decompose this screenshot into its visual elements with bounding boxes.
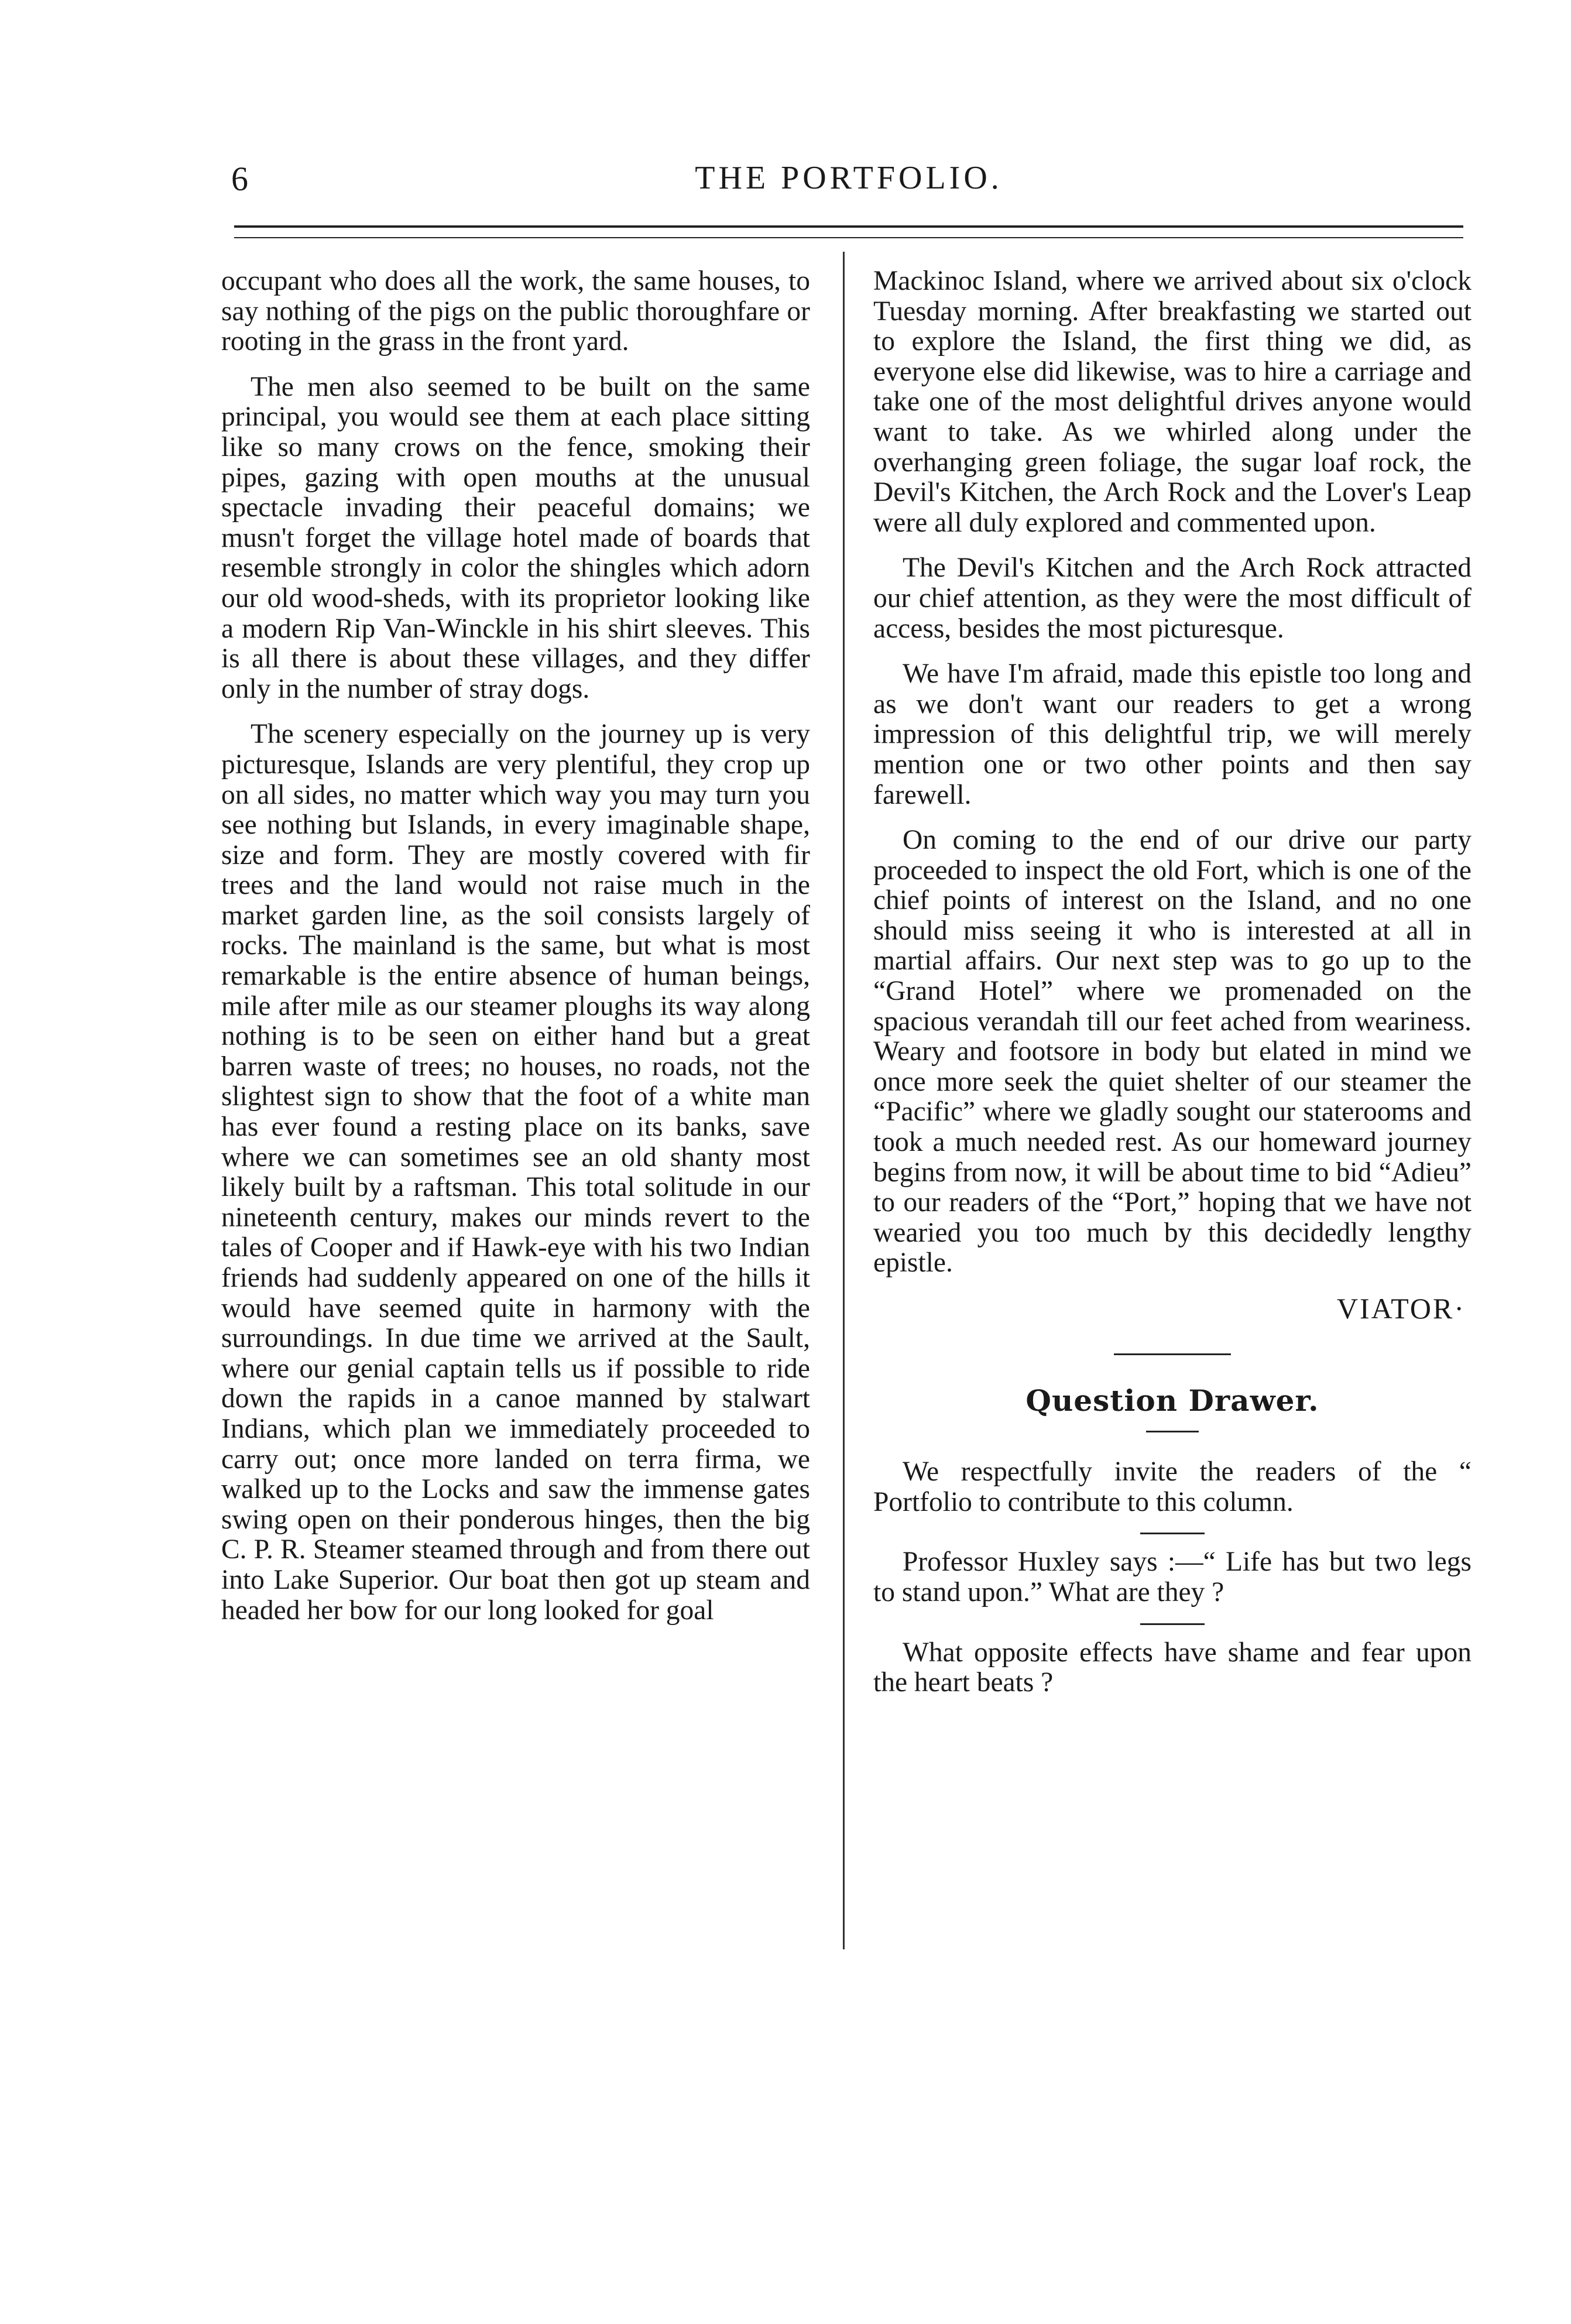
paragraph: We have I'm afraid, made this epistle too long and as we don't want our readers to get a wrong impression of this delightful trip, we will merely mention one or two other points and then say farewell. [873,659,1471,810]
page-number: 6 [231,160,249,198]
running-title: THE PORTFOLIO. [695,160,1003,196]
page-header [231,159,1466,206]
right-column [873,266,1471,1713]
signature: VIATOR· [1336,1292,1466,1325]
question-item: Professor Huxley says :—“ Life has but two legs to stand upon.” What are they ? [873,1547,1471,1607]
paragraph: The scenery especially on the journey up is very picturesque, Islands are very plentiful, they crop up on all sides, no matter which way you may turn you see nothing but Islands, in every imaginable shape, size and form. They are mostly covered with fir trees and the land would not raise much in the market garden line, as the soil consists largely of rocks. The mainland is the same, but what is most remarkable is the entire absence of human beings, mile after mile as our steamer ploughs its way along nothing is to be seen on either hand but a great barren waste of trees; no houses, no roads, not the slightest sign to show that the foot of a white man has ever found a resting place on its banks, save where we can sometimes see an old shanty most likely built by a raftsman. This total solitude in our nineteenth century, makes our minds revert to the tales of Cooper and if Hawk-eye with his two Indian friends had suddenly appeared on one of the hills it would have seemed quite in harmony with the surroundings. In due time we arrived at the Sault, where our genial captain tells us if possible to ride down the rapids in a canoe manned by stalwart Indians, which plan we immediately proceeded to carry out; once more landed on terra firma, we walked up to the Locks and saw the immense gates swing open on their ponderous hinges, then the big C. P. R. Steamer steamed through and from there out into Lake Superior. Our boat then got up steam and headed her bow for our long looked for goal [221,719,810,1626]
question-item: What opposite effects have shame and fear upon the heart beats ? [873,1637,1471,1698]
question-intro: We respectfully invite the readers of the “ Portfolio to contribute to this column. [873,1456,1471,1517]
section-heading: Question Drawer. [1025,1383,1319,1418]
left-column [221,266,810,1641]
column-divider [843,252,845,1949]
section-rule [1114,1353,1231,1355]
paragraph: Mackinoc Island, where we arrived about six o'clock Tuesday morning. After breakfasting we started out to explore the Island, the first thing we did, as everyone else did likewise, was to hire a carriage and take one of the most delightful drives anyone would want to take. As we whirled along under the overhanging green foliage, the sugar loaf rock, the Devil's Kitchen, the Arch Rock and the Lover's Leap were all duly explored and commented upon. [873,266,1471,538]
paragraph: occupant who does all the work, the same houses, to say nothing of the pigs on the public thoroughfare or rooting in the grass in the front yard. [221,266,810,357]
question-rule [1140,1533,1205,1534]
header-rule [234,225,1463,238]
paragraph: On coming to the end of our drive our party proceeded to inspect the old Fort, which is one of the chief points of interest on the Island, and no one should miss seeing it who is interested at all in martial affairs. Our next step was to go up to the “Grand Hotel” where we promenaded on the spacious verandah till our feet ached from weariness. Weary and footsore in body but elated in mind we once more seek the quiet shelter of our steamer the “Pacific” where we gladly sought our staterooms and took a much needed rest. As our homeward journey begins from now, it will be about time to bid “Adieu” to our readers of the “Port,” hoping that we have not wearied you too much by this decidedly lengthy epistle. [873,825,1471,1278]
heading-rule [1146,1431,1199,1432]
paragraph: The men also seemed to be built on the same principal, you would see them at each place sitting like so many crows on the fence, smoking their pipes, gazing with open mouths at the unusual spectacle invading their peaceful domains; we musn't forget the village hotel made of boards that resemble strongly in color the shingles which adorn our old wood-sheds, with its proprietor looking like a modern Rip Van-Winckle in his shirt sleeves. This is all there is about these villages, and they differ only in the number of stray dogs. [221,371,810,704]
paragraph: The Devil's Kitchen and the Arch Rock attracted our chief attention, as they were the most difficult of access, besides the most picturesque. [873,553,1471,644]
question-rule [1140,1623,1205,1625]
